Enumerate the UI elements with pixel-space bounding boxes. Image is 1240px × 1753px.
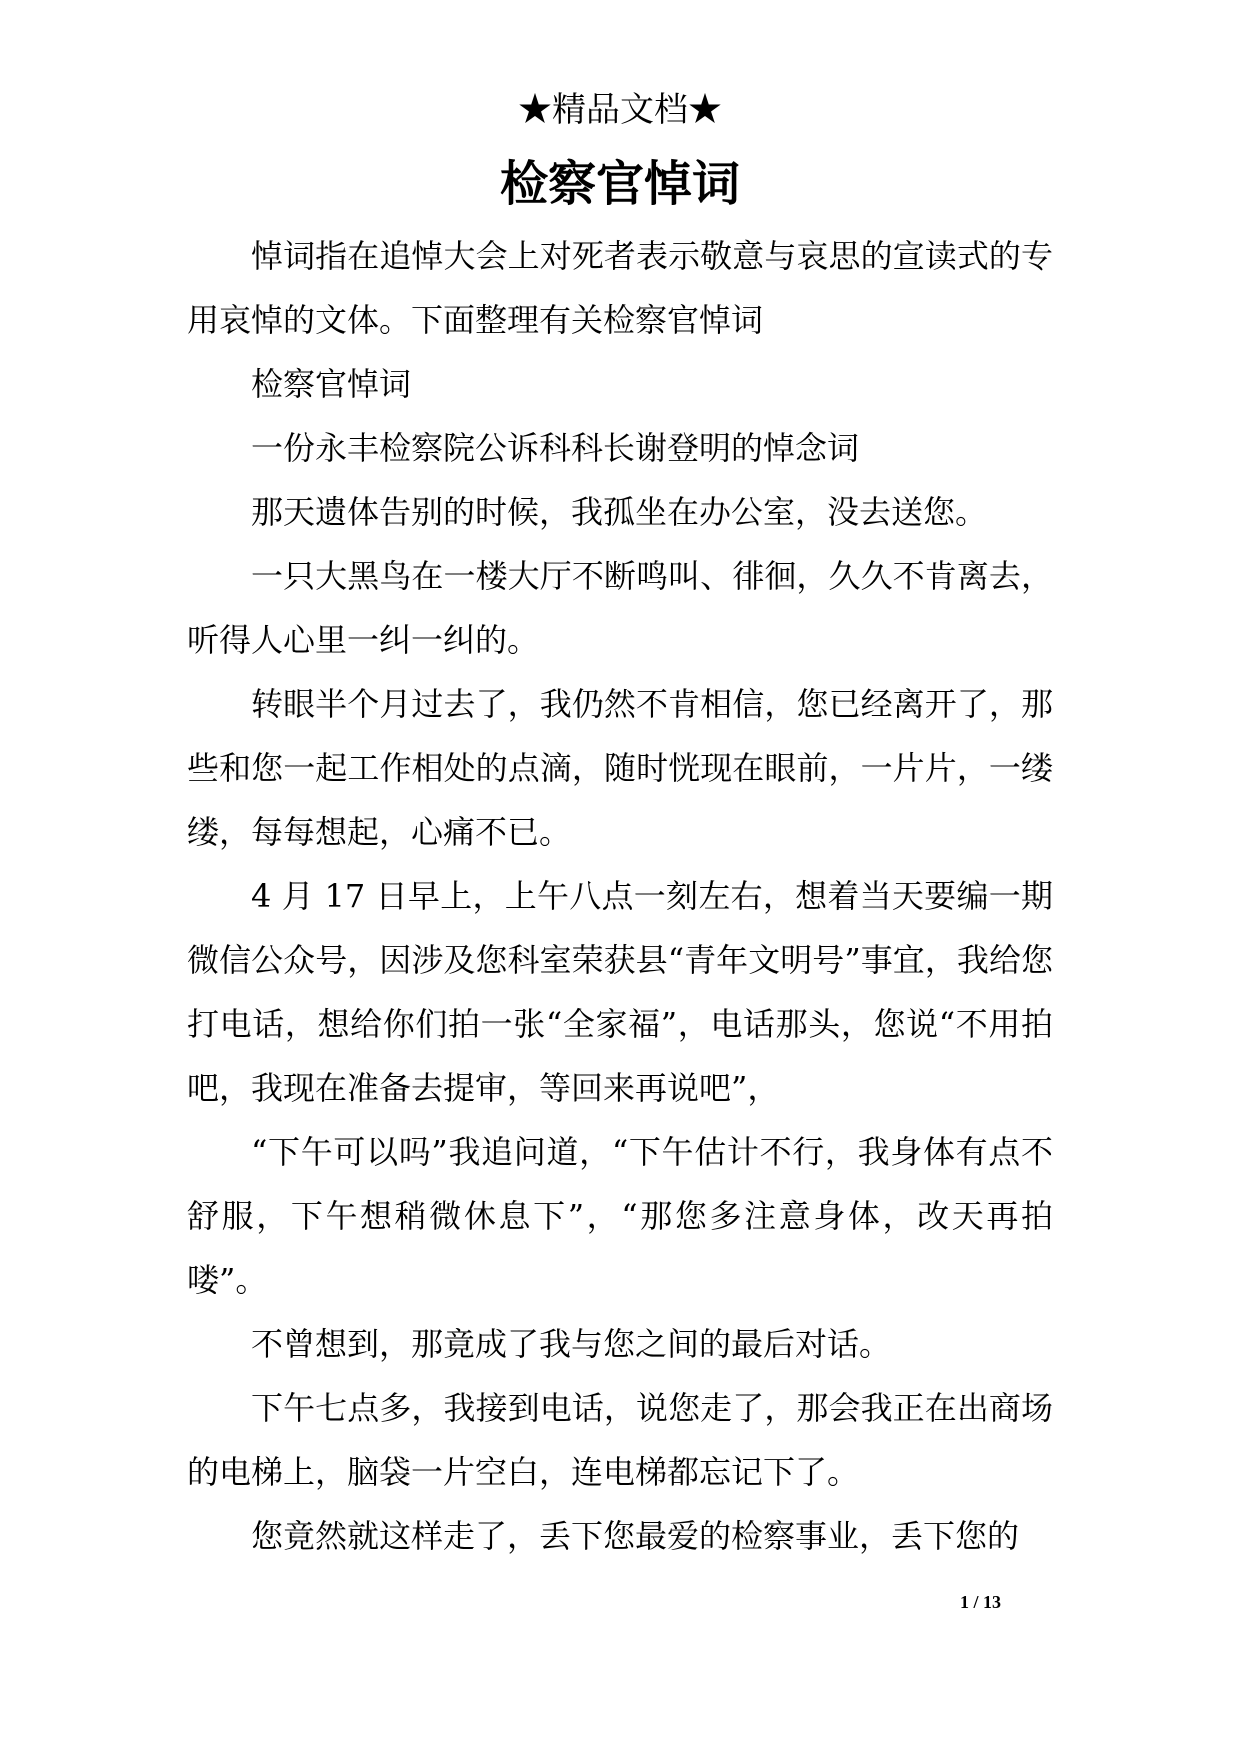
- paragraph: 不曾想到，那竟成了我与您之间的最后对话。: [251, 1325, 892, 1363]
- paragraph: 那天遗体告别的时候，我孤坐在办公室，没去送您。: [251, 493, 988, 531]
- paragraph: 4 月 17 日早上，上午八点一刻左右，想着当天要编一期微信公众号，因涉及您科室荣获县“青年文明号”事宜，我给您打电话，想给你们拍一张“全家福”，电话那头，您说“不用拍吧，我现在准备去提审，等回来再说吧”，: [187, 877, 1053, 1107]
- paragraph: 下午七点多，我接到电话，说您走了，那会我正在出商场的电梯上，脑袋一片空白，连电梯都忘记下了。: [187, 1389, 1053, 1491]
- page-indicator: 1 / 13: [960, 1592, 1002, 1612]
- paragraph: 一只大黑鸟在一楼大厅不断鸣叫、徘徊，久久不肯离去，听得人心里一纠一纠的。: [187, 557, 1053, 659]
- paragraph: “下午可以吗”我追问道，“下午估计不行，我身体有点不舒服，下午想稍微休息下”，“那您多注意身体，改天再拍喽”。: [187, 1133, 1053, 1299]
- paragraph: 悼词指在追悼大会上对死者表示敬意与哀思的宣读式的专用哀悼的文体。下面整理有关检察官悼词: [187, 237, 1053, 339]
- paragraph: 一份永丰检察院公诉科科长谢登明的悼念词: [251, 429, 860, 467]
- paragraph: 检察官悼词: [251, 365, 412, 403]
- paragraph: 您竟然就这样走了，丢下您最爱的检察事业，丢下您的: [251, 1517, 1020, 1555]
- paragraph: 转眼半个月过去了，我仍然不肯相信，您已经离开了，那些和您一起工作相处的点滴，随时恍现在眼前，一片片，一缕缕，每每想起，心痛不已。: [187, 685, 1053, 851]
- header-label: ★精品文档★: [518, 90, 722, 130]
- document-title: 检察官悼词: [499, 156, 740, 212]
- document-body: [187, 224, 1053, 1568]
